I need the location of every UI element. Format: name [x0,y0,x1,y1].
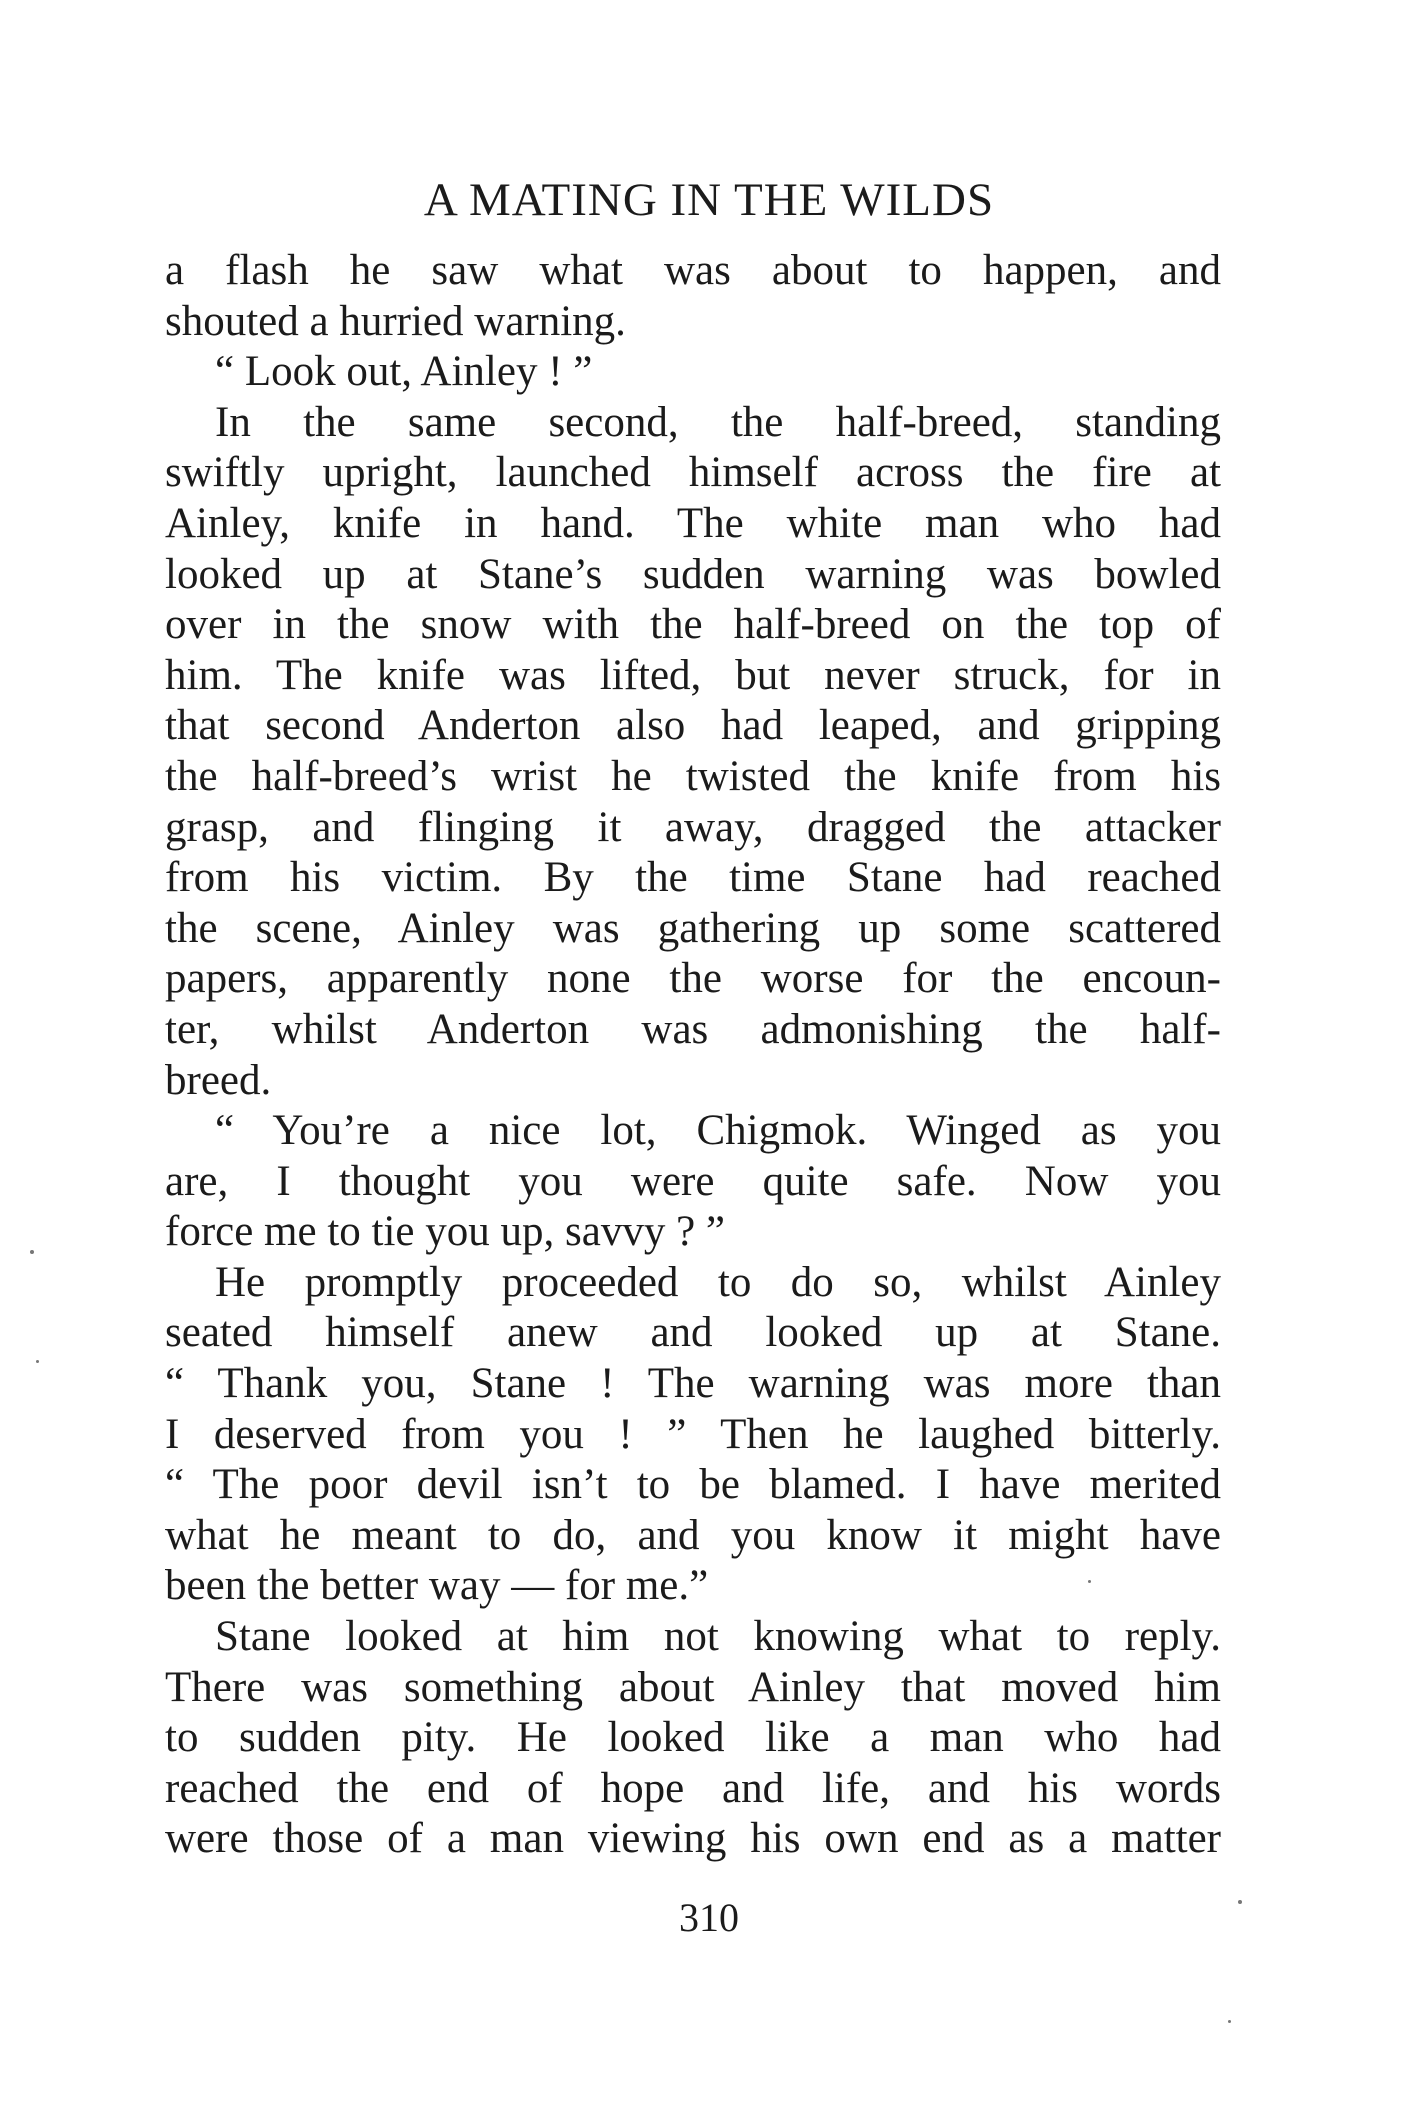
text-line: reached the end of hope and life, and his words [165,1764,1221,1812]
text-line: that second Anderton also had leaped, and gripping [165,702,1221,750]
text-line: what he meant to do, and you know it might have [165,1511,1221,1559]
text-line: a flash he saw what was about to happen, and [165,247,1221,294]
text-line: the half-breed’s wrist he twisted the knife from his [165,752,1221,800]
text-line: I deserved from you ! ” Then he laughed bitterly. [165,1410,1221,1458]
text-line: There was something about Ainley that moved him [165,1663,1221,1711]
text-line: papers, apparently none the worse for the encoun- [165,955,1221,1003]
scan-speck [1088,1580,1091,1583]
text-line: Ainley, knife in hand. The white man who had [165,499,1221,547]
scan-speck [36,1360,39,1363]
text-line: seated himself anew and looked up at Stane. [165,1309,1221,1357]
text-line: looked up at Stane’s sudden warning was bowled [165,550,1221,598]
text-line: “ Thank you, Stane ! The warning was more than [165,1360,1221,1408]
text-line: grasp, and flinging it away, dragged the attacker [165,803,1221,851]
text-line: to sudden pity. He looked like a man who had [165,1714,1221,1762]
text-line: over in the snow with the half-breed on the top of [165,601,1221,649]
text-line: “ The poor devil isn’t to be blamed. I have merited [165,1461,1221,1509]
text-line: ter, whilst Anderton was admonishing the half- [165,1005,1221,1053]
scan-speck [1228,2020,1231,2023]
page-number: 310 [679,1895,739,1940]
body-text [165,246,1221,1865]
text-line: breed. [165,1056,272,1104]
text-line: He promptly proceeded to do so, whilst Ainley [215,1258,1221,1306]
scan-speck [30,1250,34,1254]
text-line: the scene, Ainley was gathering up some scattered [165,904,1221,952]
text-line: force me to tie you up, savvy ? ” [165,1208,726,1256]
text-line: shouted a hurried warning. [165,297,626,345]
text-line: Stane looked at him not knowing what to reply. [215,1613,1221,1661]
text-line: swiftly upright, launched himself across the fire at [165,449,1221,497]
text-line: him. The knife was lifted, but never struck, for in [165,651,1221,699]
scan-speck [1238,1900,1242,1904]
text-line: In the same second, the half-breed, standing [215,398,1221,446]
text-line: were those of a man viewing his own end as a matter [165,1815,1221,1863]
text-line: from his victim. By the time Stane had reached [165,854,1221,902]
text-line: “ You’re a nice lot, Chigmok. Winged as you [215,1107,1221,1155]
text-line: been the better way — for me.” [165,1562,709,1610]
running-head: A MATING IN THE WILDS [423,174,995,226]
text-line: are, I thought you were quite safe. Now you [165,1157,1221,1205]
text-line: “ Look out, Ainley ! ” [215,348,593,396]
